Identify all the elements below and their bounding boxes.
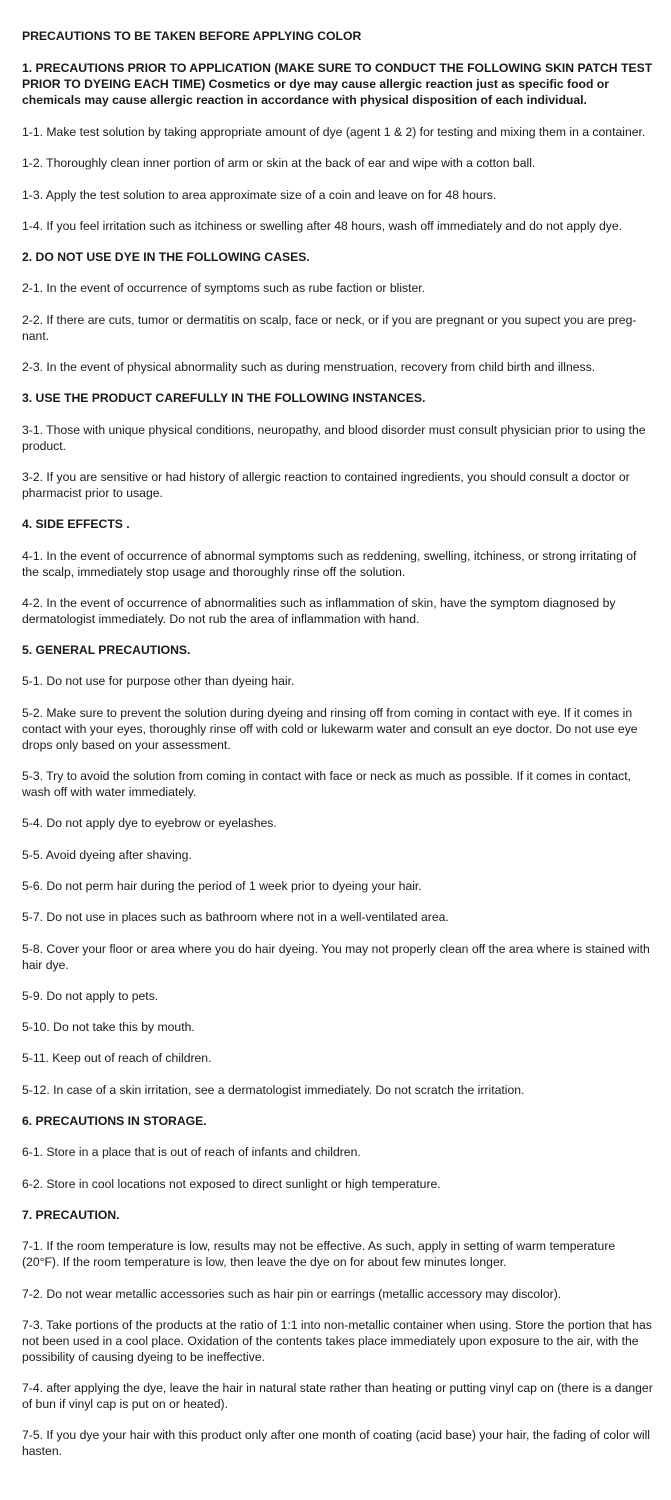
precaution-item: 5-8. Cover your floor or area where you do hair dyeing. You may not properly clean off the area where is stained with hair dye.	[22, 941, 650, 972]
precaution-item: 5-9. Do not apply to pets.	[22, 988, 159, 1003]
precaution-item: 3-1. Those with unique physical conditions, neuropathy, and blood disorder must consult physician prior to using the product.	[22, 422, 646, 453]
precautions-document	[22, 28, 654, 1475]
section-5	[22, 642, 654, 1098]
precaution-item: 4-1. In the event of occurrence of abnormal symptoms such as reddening, swelling, itchiness, or strong irritating of the scalp, immediately stop usage and thoroughly rinse off the solution.	[22, 548, 637, 579]
precaution-item: 2-2. If there are cuts, tumor or dermatitis on scalp, face or neck, or if you are pregnant or you supect you are preg-nant.	[22, 312, 637, 343]
precaution-item: 5-11. Keep out of reach of children.	[22, 1051, 212, 1066]
precaution-item: 7-5. If you dye your hair with this product only after one month of coating (acid base) your hair, the fading of color will hasten.	[22, 1428, 650, 1459]
precaution-item: 4-2. In the event of occurrence of abnormalities such as inflammation of skin, have the symptom diagnosed by dermatologist immediately. Do not rub the area of inflammation with hand.	[22, 595, 616, 626]
precaution-item: 7-2. Do not wear metallic accessories such as hair pin or earrings (metallic accessory may discolor).	[22, 1286, 562, 1301]
precaution-item: 5-7. Do not use in places such as bathroom where not in a well-ventilated area.	[22, 910, 449, 925]
sections-container	[22, 124, 654, 1459]
section-heading: 3. USE THE PRODUCT CAREFULLY IN THE FOLLOWING INSTANCES.	[22, 391, 426, 406]
section-heading: 6. PRECAUTIONS IN STORAGE.	[22, 1114, 207, 1129]
precaution-item: 7-4. after applying the dye, leave the hair in natural state rather than heating or putting vinyl cap on (there is a danger of bun if vinyl cap is put on or heated).	[22, 1381, 653, 1412]
precaution-item: 1-2. Thoroughly clean inner portion of arm or skin at the back of ear and wipe with a cotton ball.	[22, 156, 536, 171]
section-1	[22, 124, 654, 234]
precaution-item: 5-4. Do not apply dye to eyebrow or eyelashes.	[22, 816, 277, 831]
intro-paragraph: 1. PRECAUTIONS PRIOR TO APPLICATION (MAKE SURE TO CONDUCT THE FOLLOWING SKIN PATCH TEST PRIOR TO DYEING EACH TIME) Cosmetics or dye may cause allergic reaction just as specific food or chemicals may cause allergic reaction in accordance with physical disposition of each individual.	[22, 61, 653, 107]
section-4	[22, 516, 654, 627]
section-heading: 4. SIDE EFFECTS .	[22, 517, 130, 532]
section-heading: 5. GENERAL PRECAUTIONS.	[22, 643, 191, 658]
precaution-item: 6-1. Store in a place that is out of reach of infants and children.	[22, 1145, 361, 1160]
precaution-item: 2-3. In the event of physical abnormality such as during menstruation, recovery from child birth and illness.	[22, 360, 596, 375]
precaution-item: 3-2. If you are sensitive or had history of allergic reaction to contained ingredients, you should consult a doctor or pharmacist prior to usage.	[22, 469, 630, 500]
precaution-item: 7-1. If the room temperature is low, results may not be effective. As such, apply in setting of warm temperature (20°F). If the room temperature is low, then leave the dye on for about few minutes longer.	[22, 1239, 616, 1270]
precaution-item: 5-12. In case of a skin irritation, see a dermatologist immediately. Do not scratch the irritation.	[22, 1082, 525, 1097]
section-2	[22, 249, 654, 375]
precaution-item: 5-3. Try to avoid the solution from coming in contact with face or neck as much as possible. If it comes in contact, wash off with water immediately.	[22, 769, 631, 800]
precaution-item: 5-6. Do not perm hair during the period of 1 week prior to dyeing your hair.	[22, 878, 422, 893]
document-title: PRECAUTIONS TO BE TAKEN BEFORE APPLYING COLOR	[22, 29, 362, 43]
section-7	[22, 1207, 654, 1459]
precaution-item: 7-3. Take portions of the products at the ratio of 1:1 into non-metallic container when using. Store the portion that has not been used in a cool place. Oxidation of the contents takes place immediately upon exposure to the air, with the possibility of causing dyeing to be ineffective.	[22, 1317, 652, 1364]
precaution-item: 5-2. Make sure to prevent the solution during dyeing and rinsing off from coming in contact with eye. If it comes in contact with your eyes, thoroughly rinse off with cold or lukewarm water and consult an eye doctor. Do not use eye drops only based on your assessment.	[22, 705, 638, 752]
precaution-item: 6-2. Store in cool locations not exposed to direct sunlight or high temperature.	[22, 1176, 441, 1191]
precaution-item: 5-5. Avoid dyeing after shaving.	[22, 847, 192, 862]
section-3	[22, 390, 654, 501]
precaution-item: 1-1. Make test solution by taking appropriate amount of dye (agent 1 & 2) for testing and mixing them in a container.	[22, 125, 646, 139]
section-heading: 7. PRECAUTION.	[22, 1207, 120, 1222]
precaution-item: 2-1. In the event of occurrence of symptoms such as rube faction or blister.	[22, 281, 426, 296]
section-6	[22, 1113, 654, 1192]
precaution-item: 1-3. Apply the test solution to area approximate size of a coin and leave on for 48 hours.	[22, 187, 497, 202]
precaution-item: 5-10. Do not take this by mouth.	[22, 1020, 195, 1035]
precaution-item: 5-1. Do not use for purpose other than dyeing hair.	[22, 674, 295, 689]
section-heading: 2. DO NOT USE DYE IN THE FOLLOWING CASES.	[22, 250, 310, 265]
precaution-item: 1-4. If you feel irritation such as itchiness or swelling after 48 hours, wash off immediately and do not apply dye.	[22, 218, 622, 233]
